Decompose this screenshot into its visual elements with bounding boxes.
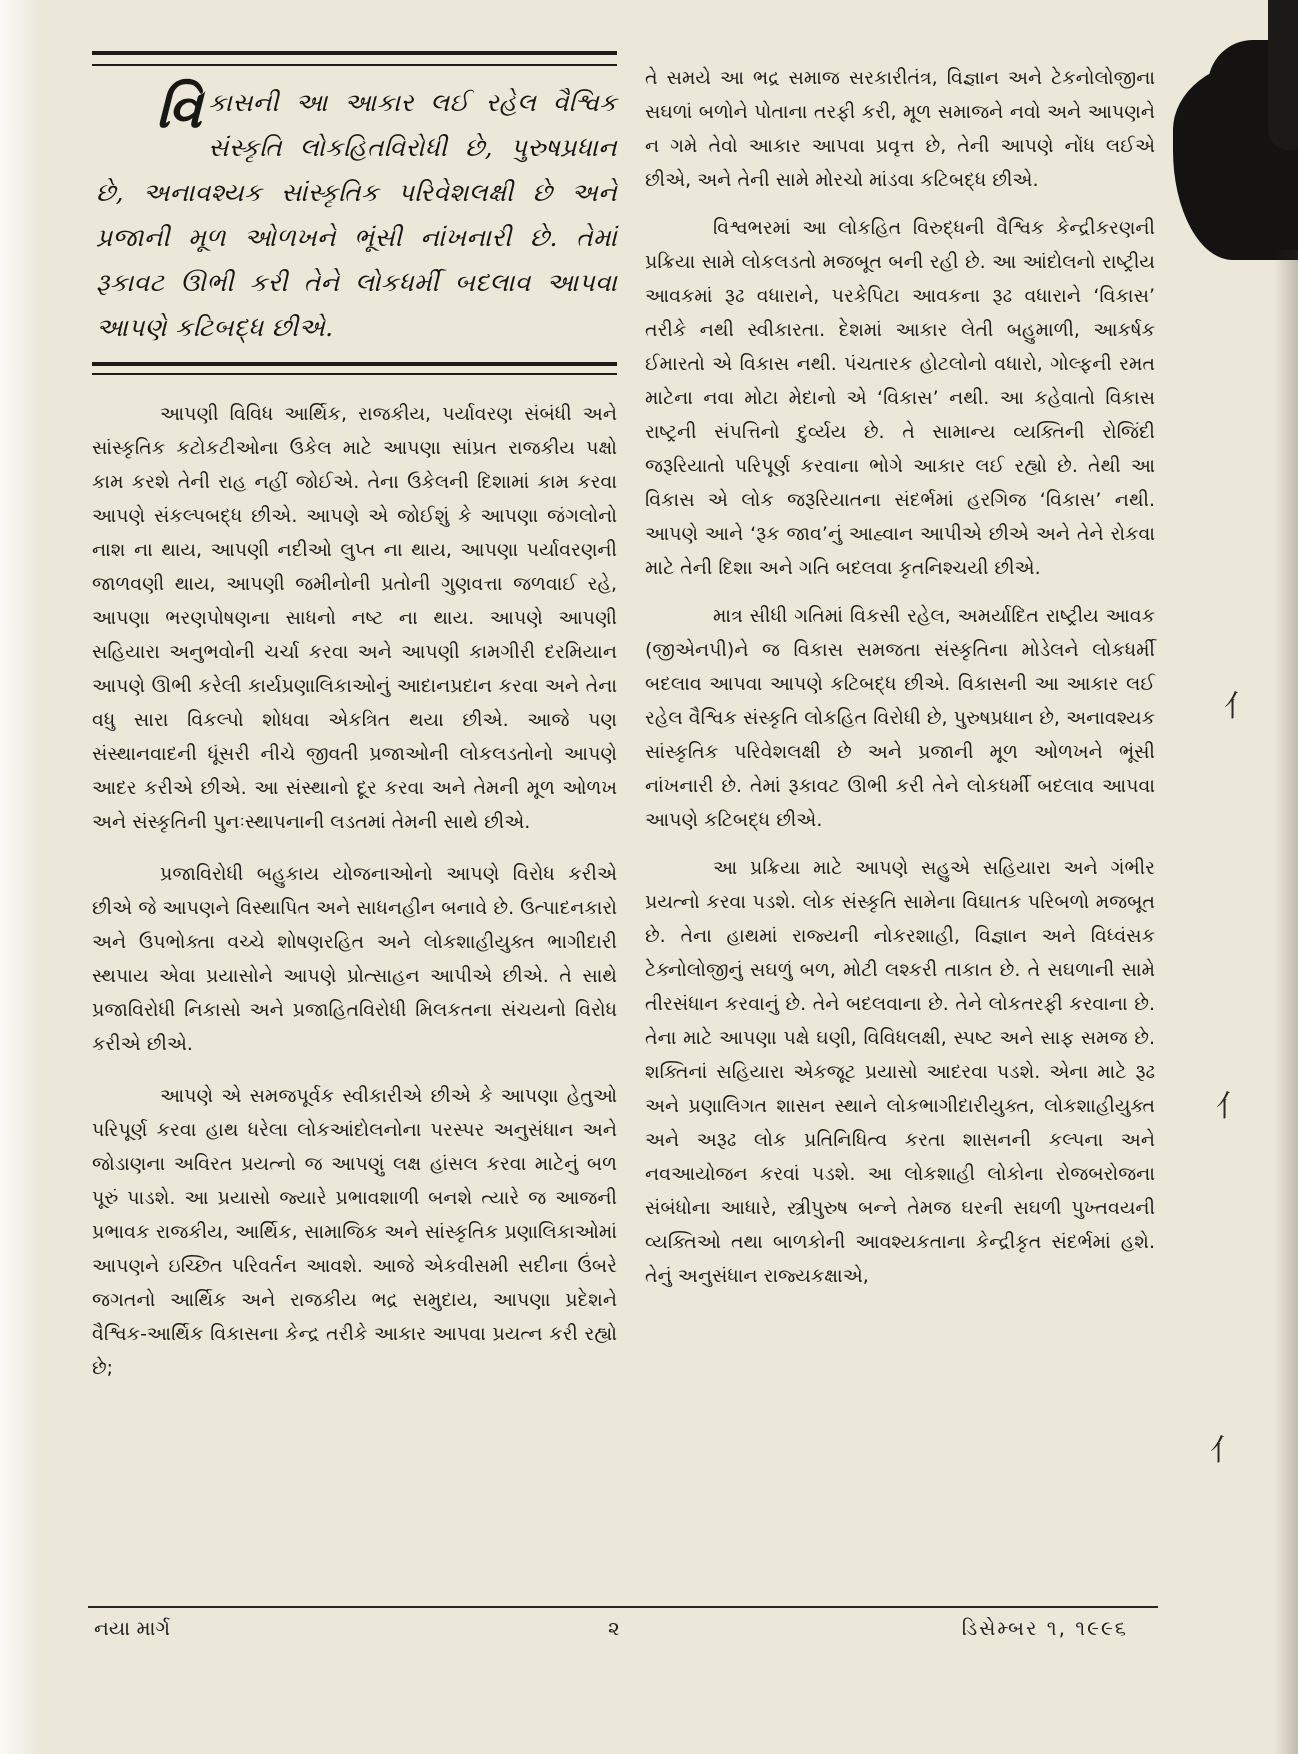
margin-mark: ⺅ [1224, 689, 1254, 724]
dropcap: વિ [156, 76, 203, 140]
body-paragraph: આ પ્રક્રિયા માટે આપણે સહુએ સહિયારા અને ગંભીર પ્રયત્નો કરવા પડશે. લોક સંસ્કૃતિ સામેના વિઘાતક પરિબળો મજબૂત છે. તેના હાથમાં રાજ્યની નોકરશાહી, વિજ્ઞાન અને વિધ્વંસક ટેક્નોલોજીનું સઘળું બળ, મોટી લશ્કરી તાકાત છે. તે સઘળાની સામે તીરસંધાન કરવાનું છે. તેને બદલવાના છે. તેને લોકતરફી કરવાના છે. તેના માટે આપણા પક્ષે ઘણી, વિવિધલક્ષી, સ્પષ્ટ અને સાફ સમજ છે. શક્તિનાં સહિયારા એકજૂટ પ્રયાસો આદરવા પડશે. એના માટે રૂઢ અને પ્રણાલિગત શાસન સ્થાને લોકભાગીદારીયુક્ત, લોકશાહીયુક્ત અને અરૂઢ લોક પ્રતિનિધિત્વ કરતા શાસનની કલ્પના અને નવઆયોજન કરવાં પડશે. આ લોકશાહી લોકોના રોજબરોજના સંબંધોના આધારે, સ્ત્રીપુરુષ બન્ને તેમજ ઘરની સઘળી પુખ્તવયની વ્યક્તિઓ તથા બાળકોની આવશ્યકતાના કેન્દ્રીકૃત સંદર્ભમાં હશે. તેનું અનુસંધાન રાજ્યકક્ષાએ, [645, 857, 1155, 1287]
page-footer [88, 1606, 1158, 1648]
margin-mark: ⺅ [1216, 1089, 1246, 1124]
body-paragraph: આપણે એ સમજપૂર્વક સ્વીકારીએ છીએ કે આપણા હેતુઓ પરિપૂર્ણ કરવા હાથ ધરેલા લોકઆંદોલનોના પરસ્પર અનુસંધાન અને જોડાણના અવિરત પ્રયત્નો જ આપણું લક્ષ હાંસલ કરવા માટેનું બળ પૂરું પાડશે. આ પ્રયાસો જ્યારે પ્રભાવશાળી બનશે ત્યારે જ આજની પ્રભાવક રાજકીય, આર્થિક, સામાજિક અને સાંસ્કૃતિક પ્રણાલિકાઓમાં આપણને ઇચ્છિત પરિવર્તન આવશે. આજે એકવીસમી સદીના ઉંબરે જગતનો આર્થિક અને રાજકીય ભદ્ર સમુદાય, આપણા પ્રદેશને વૈશ્વિક-આર્થિક વિકાસના કેન્દ્ર તરીકે આકાર આપવા પ્રયત્ન કરી રહ્યો છે; [92, 1085, 617, 1379]
issue-date: ડિસેમ્બર ૧, ૧૯૯૬ [961, 1616, 1128, 1640]
body-paragraph: વિશ્વભરમાં આ લોકહિત વિરુદ્ધની વૈશ્વિક કેન્દ્રીકરણની પ્રક્રિયા સામે લોકલડતો મજબૂત બની રહી છે. આ આંદોલનો રાષ્ટ્રીય આવકમાં રૂઢ વધારાને, પરકેપિટા આવકના રૂઢ વધારાને ‘વિકાસ’ તરીકે નથી સ્વીકારતા. દેશમાં આકાર લેતી બહુમાળી, આકર્ષક ઈમારતો એ વિકાસ નથી. પંચતારક હોટલોનો વધારો, ગોલ્ફની રમત માટેના નવા મોટા મેદાનો એ ‘વિકાસ’ નથી. આ કહેવાતો વિકાસ રાષ્ટ્રની સંપત્તિનો દુર્વ્યય છે. તે સામાન્ય વ્યક્તિની રોજિંદી જરૂરિયાતો પરિપૂર્ણ કરવાના ભોગે આકાર લઈ રહ્યો છે. તેથી આ વિકાસ એ લોક જરૂરિયાતના સંદર્ભમાં હરગિજ ‘વિકાસ’ નથી. આપણે આને ‘રૂક જાવ’નું આહ્વાન આપીએ છીએ અને તેને રોકવા માટે તેની દિશા અને ગતિ બદલવા કૃતનિશ્ચયી છીએ. [645, 217, 1155, 579]
body-paragraph: માત્ર સીધી ગતિમાં વિકસી રહેલ, અમર્યાદિત રાષ્ટ્રીય આવક (જીએનપી)ને જ વિકાસ સમજતા સંસ્કૃતિના મોડેલને લોકધર્મી બદલાવ આપવા આપણે કટિબદ્ધ છીએ. વિકાસની આ આકાર લઈ રહેલ વૈશ્વિક સંસ્કૃતિ લોકહિત વિરોધી છે, પુરુષપ્રધાન છે, અનાવશ્યક સાંસ્કૃતિક પરિવેશલક્ષી છે અને પ્રજાની મૂળ ઓળખને ભૂંસી નાંખનારી છે. તેમાં રૂકાવટ ઊભી કરી તેને લોકધર્મી બદલાવ આપવા આપણે કટિબદ્ધ છીએ. [645, 605, 1155, 831]
pullquote-top-rule [92, 51, 617, 66]
torn-top-edge [1268, 0, 1298, 150]
body-paragraph: આપણી વિવિધ આર્થિક, રાજકીય, પર્યાવરણ સંબંધી અને સાંસ્કૃતિક કટોકટીઓના ઉકેલ માટે આપણા સાંપ્રત રાજકીય પક્ષો કામ કરશે તેની રાહ નહીં જોઈએ. તેના ઉકેલની દિશામાં કામ કરવા આપણે સંકલ્પબદ્ધ છીએ. આપણે એ જોઈશું કે આપણા જંગલોનો નાશ ના થાય, આપણી નદીઓ લુપ્ત ના થાય, આપણા પર્યાવરણની જાળવણી થાય, આપણી જમીનોની પ્રતોની ગુણવત્તા જળવાઈ રહે, આપણા ભરણપોષણના સાધનો નષ્ટ ના થાય. આપણે આપણી સહિયારા અનુભવોની ચર્ચા કરવા અને આપણી કામગીરી દરમિયાન આપણે ઊભી કરેલી કાર્યપ્રણાલિકાઓનું આદાનપ્રદાન કરવા અને તેના વધુ સારા વિકલ્પો શોધવા એકત્રિત થયા છીએ. આજે પણ સંસ્થાનવાદની ધૂંસરી નીચે જીવતી પ્રજાઓની લોકલડતોનો આપણે આદર કરીએ છીએ. આ સંસ્થાનો દૂર કરવા અને તેમની મૂળ ઓળખ અને સંસ્કૃતિની પુનઃસ્થાપનાની લડતમાં તેમની સાથે છીએ. [92, 403, 617, 833]
pullquote-bottom-rule [92, 362, 617, 375]
page-left-edge [0, 0, 42, 1754]
publication-name: નયા માર્ગ [94, 1616, 171, 1640]
page-edge-shadow [1274, 250, 1298, 1754]
right-column [645, 45, 1155, 1293]
pullquote-text: કાસની આ આકાર લઈ રહેલ વૈશ્વિક સંસ્કૃતિ લોકહિતવિરોધી છે, પુરુષપ્રધાન છે, અનાવશ્યક સાંસ્કૃતિક પરિવેશલક્ષી છે અને પ્રજાની મૂળ ઓળખને ભૂંસી નાંખનારી છે. તેમાં રૂકાવટ ઊભી કરી તેને લોકધર્મી બદલાવ આપવા આપણે કટિબદ્ધ છીએ. [96, 88, 617, 342]
left-column [92, 45, 617, 1385]
margin-mark: ⺅ [1210, 1433, 1240, 1468]
body-paragraph: પ્રજાવિરોધી બહુકાય યોજનાઓનો આપણે વિરોધ કરીએ છીએ જે આપણને વિસ્થાપિત અને સાધનહીન બનાવે છે. ઉત્પાદનકારો અને ઉપભોક્તા વચ્ચે શોષણરહિત અને લોકશાહીયુક્ત ભાગીદારી સ્થપાય એવા પ્રયાસોને આપણે પ્રોત્સાહન આપીએ છીએ. તે સાથે પ્રજાવિરોધી નિકાસો અને પ્રજાહિતવિરોધી મિલકતના સંચયનો વિરોધ કરીએ છીએ. [92, 863, 617, 1055]
page-number: ૨ [608, 1616, 620, 1640]
continued-paragraph: તે સમયે આ ભદ્ર સમાજ સરકારીતંત્ર, વિજ્ઞાન અને ટેકનોલોજીના સઘળાં બળોને પોતાના તરફી કરી, મૂળ સમાજને નવો અને આપણને ન ગમે તેવો આકાર આપવા પ્રવૃત્ત છે, તેની આપણે નોંધ લઈએ છીએ, અને તેની સામે મોરચો માંડવા કટિબદ્ધ છીએ. [645, 67, 1155, 191]
pullquote [96, 76, 617, 350]
